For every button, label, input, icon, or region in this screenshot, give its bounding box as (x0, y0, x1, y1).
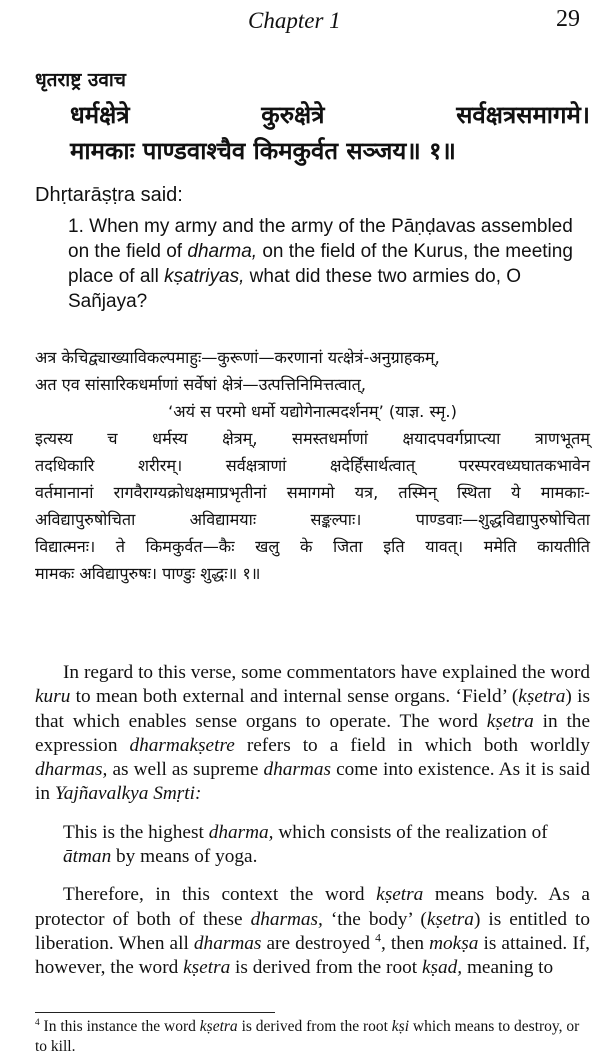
commentary-citation: ‘अयं स परमो धर्मो यद्योगेनात्मदर्शनम्’ (याज्ञ. स्मृ.) (168, 402, 457, 421)
verse-speaker-english: Dhṛtarāṣṭra said: (35, 184, 183, 206)
translation-text: what did these two armies do, O Sañjaya? (68, 266, 522, 312)
verse-word: सर्वक्षत्रसमागमे। (456, 101, 590, 129)
italic-term: kuru (35, 686, 71, 708)
paragraph-text: come into existence. As it is said in (35, 759, 591, 805)
footnote-text: which means to destroy, or to kill. (35, 1018, 580, 1055)
footnote-reference[interactable]: 4 (375, 931, 381, 945)
paragraph-text: is attained. If, however, the word (35, 932, 590, 979)
paragraph-text: in the expression (35, 710, 590, 756)
italic-term: kṣetra (518, 686, 566, 708)
italic-term: dharmas, (250, 908, 323, 930)
translation-text: When my army and the army of the Pāṇḍavas assembled on the field of (68, 216, 573, 262)
paragraph-text: ) is that which enables sense organs to operate. The word (35, 686, 591, 732)
chapter-title: Chapter 1 (248, 8, 341, 33)
paragraph-text: Therefore, in this context the word (63, 884, 365, 906)
commentary-line: अविद्यापुरुषोचिता अविद्यामयाः सङ्कल्पाः। पाण्डवाः—शुद्धविद्यापुरुषोचिता (35, 510, 590, 529)
verse-word: कुरुक्षेत्रे (261, 101, 325, 129)
commentary-line: अत एव सांसारिकधर्माणां सर्वेषां क्षेत्रं—उत्पत्तिनिमित्तत्वात्, (35, 375, 367, 394)
commentary-paragraph (35, 661, 590, 807)
quote-text: which consists of the realization of (278, 821, 548, 843)
italic-term: kṣatriyas, (164, 266, 245, 287)
commentary-line: वर्तमानानां रागवैराग्यक्रोधक्षमाप्रभृतीनां समागमो यत्र, तस्मिन् स्थिता ये मामकाः- (35, 483, 590, 502)
paragraph-text: as well as supreme (112, 759, 259, 781)
italic-term: kṣetra (183, 957, 231, 979)
italic-term: dharmas (263, 759, 331, 781)
footnote-marker: 4 (35, 1017, 40, 1028)
commentary-line: विद्यात्मनः। ते किमकुर्वत—कैः खलु के जिता इति यावत्। ममेति कायतीति (35, 537, 590, 556)
paragraph-text: is derived from the root (235, 957, 418, 979)
commentary-line: तदधिकारि शरीरम्। सर्वक्षत्राणां क्षदेर्हिंसार्थत्वात् परस्परवध्यघातकभावेन (35, 456, 590, 475)
italic-term: kṣetra (486, 710, 534, 732)
footnote (35, 1017, 590, 1057)
italic-term: dharmas, (35, 759, 108, 781)
english-commentary (35, 661, 590, 981)
commentary-line: मामकः अविद्यापुरुषः। पाण्डुः शुद्धः॥ १॥ (35, 564, 261, 583)
commentary-line: अत्र केचिद्व्याख्याविकल्पमाहुः—कुरूणां—करणानां यत्क्षेत्रं-अनुग्राहकम्, (35, 348, 440, 367)
commentary-line: इत्यस्य च धर्मस्य क्षेत्रम्, समस्तधर्माणां क्षयादपवर्गप्राप्त्या त्राणभूतम् (35, 429, 590, 448)
page-number: 29 (556, 6, 580, 32)
quote-text: by means of yoga. (116, 846, 258, 868)
paragraph-text: to mean both external and internal sense organs. ‘Field’ ( (75, 686, 519, 708)
verse-word: धर्मक्षेत्रे (70, 101, 130, 129)
italic-term: mokṣa (429, 932, 479, 954)
verse-line-1 (70, 98, 590, 131)
italic-term: kṣi (391, 1018, 410, 1035)
paragraph-text: are destroyed (266, 932, 371, 954)
verse-line-2: मामकाः पाण्डवाश्चैव किमकुर्वत सञ्जय॥ १॥ (70, 137, 456, 165)
paragraph-text: ‘the body’ ( (330, 908, 427, 930)
paragraph-text: ) is entitled to liberation. When all (35, 908, 590, 954)
paragraph-text: In regard to this verse, some commentators have explained the word (63, 662, 590, 683)
italic-term: dharma, (208, 821, 274, 843)
footnote-text: In this instance the word (43, 1018, 196, 1035)
italic-term: kṣad, (421, 957, 463, 979)
verse-speaker-sanskrit: धृतराष्ट्र उवाच (35, 69, 126, 91)
italic-term: dharma, (187, 241, 258, 262)
paragraph-text: refers to a field in which both worldly (246, 734, 591, 756)
paragraph-text: meaning to (466, 957, 554, 979)
italic-term: kṣetra (376, 884, 424, 906)
italic-term: kṣetra (199, 1018, 238, 1035)
sanskrit-commentary (35, 344, 590, 587)
italic-term: dharmakṣetre (129, 734, 235, 756)
translation-text: on the field of the Kurus, the meeting place of all (68, 241, 573, 287)
translation-number: 1. (68, 216, 84, 237)
footnote-text: is derived from the root (241, 1018, 388, 1035)
italic-term: Yajñavalkya Smṛti: (54, 783, 202, 805)
block-quote (63, 821, 590, 870)
italic-term: kṣetra (426, 908, 474, 930)
italic-term: dharmas (193, 932, 262, 954)
paragraph-text: means body. As a protector of both of these (35, 884, 590, 930)
italic-term: ātman (63, 846, 112, 868)
verse-translation (68, 214, 583, 314)
commentary-paragraph (35, 883, 590, 980)
paragraph-text: , then (380, 932, 425, 954)
quote-text: This is the highest (63, 821, 204, 843)
running-head (0, 0, 600, 40)
footnote-divider (35, 1012, 275, 1013)
